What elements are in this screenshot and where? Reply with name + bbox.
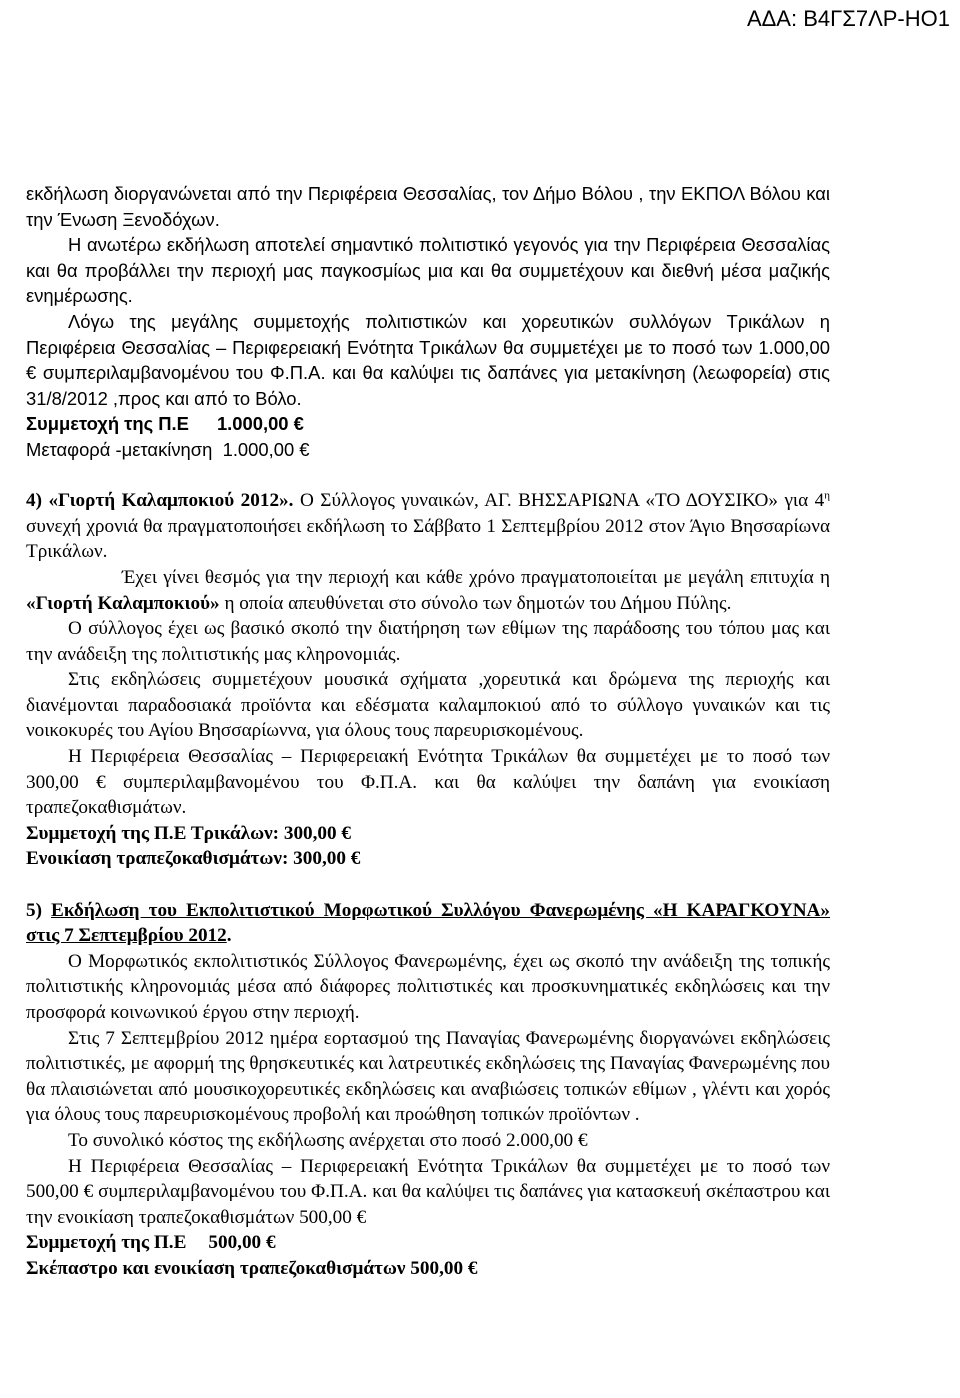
paragraph-total-cost: Το συνολικό κόστος της εκδήλωσης ανέρχεται στο ποσό 2.000,00 € [68, 1129, 588, 1151]
paragraph-region-funding: Η Περιφέρεια Θεσσαλίας – Περιφερειακή Ενότητα Τρικάλων θα συμμετέχει με το ποσό των 300,00 € συμπεριλαμβανομένου του Φ.Π.Α. και θα καλύψει την δαπάνη για ενοικίαση τραπεζοκαθισμάτων. [26, 746, 830, 819]
transport-value: 1.000,00 € [222, 438, 310, 460]
transport-label: Μεταφορά -μετακίνηση [26, 438, 213, 460]
paragraph-event-program: Στις εκδηλώσεις συμμετέχουν μουσικά σχήματα ,χορευτικά και δρώμενα της περιοχής και διανέμονται παραδοσιακά προϊόντα και εδέσματα καλαμποκιού από το σύλλογο γυναικών και τις νοικοκυρές του Αγίου Βησσαρίωννα, για όλους τους παρευρισκομένους. [26, 669, 830, 742]
section-4-rental-total: Ενοικίαση τραπεζοκαθισμάτων: 300,00 € [26, 848, 361, 870]
transport-line [26, 437, 830, 463]
festival-name: «Γιορτή Καλαμποκιού» [26, 592, 220, 614]
amount-value: 1.000,00 € [216, 413, 304, 435]
section-5-title: Εκδήλωση του Εκπολιτιστικού Μορφωτικού Συλλόγου Φανερωμένης «Η ΚΑΡΑΓΚΟΥΝΑ» στις 7 Σεπτεμβρίου 2012 [26, 899, 830, 947]
section-3-continuation [26, 181, 830, 463]
section-4-intro-a: Ο Σύλλογος γυναικών, ΑΓ. ΒΗΣΣΑΡΙΩΝΑ «ΤΟ ΔΟΥΣΙΚΟ» για 4 [299, 490, 825, 512]
paragraph-region-funding-5: Η Περιφέρεια Θεσσαλίας – Περιφερειακή Ενότητα Τρικάλων θα συμμετέχει με το ποσό των 500,00 € συμπεριλαμβανομένου του Φ.Π.Α. και θα καλύψει τις δαπάνες για κατασκευή σκέπαστρου και την ενοικίαση τραπεζοκαθισμάτων 500,00 € [26, 1155, 830, 1228]
amount-line [26, 411, 830, 437]
festival-text-a: Έχει γίνει θεσμός για την περιοχή και κάθε χρόνο πραγματοποιείται με μεγάλη επιτυχία η [122, 566, 830, 588]
paragraph-feast-events: Στις 7 Σεπτεμβρίου 2012 ημέρα εορτασμού της Παναγίας Φανερωμένης διοργανώνει εκδηλώσεις πολιτιστικές, με αφορμή της θρησκευτικές και λατρευτικές εκδηλώσεις της Παναγίας Φανερωμένης που θα πλαισιώνεται από μουσικοχορευτικές εκδηλώσεις και αναβιώσεις τοπικών εθίμων , γλέντι και χορός για όλους τους παρευρισκομένους προβολή και προώθηση τοπικών προϊόντων . [26, 1027, 830, 1126]
section-4-intro [26, 488, 830, 565]
ordinal-superscript: η [824, 489, 830, 502]
ada-code: ΑΔΑ: Β4ΓΣ7ΛΡ-ΗΟ1 [746, 6, 950, 31]
section-5-participation-label: Συμμετοχή της Π.Ε [26, 1232, 187, 1254]
paragraph-association-goal: Ο σύλλογος έχει ως βασικό σκοπό την διατήρηση των εθίμων της παράδοσης του τόπου μας και την ανάδειξη της πολιτιστικής μας κληρονομιάς. [26, 618, 830, 665]
section-5-shelter-total: Σκέπαστρο και ενοικίαση τραπεζοκαθισμάτων 500,00 € [26, 1257, 478, 1279]
paragraph-association-purpose: Ο Μορφωτικός εκπολιτιστικός Σύλλογος Φανερωμένης, έχει ως σκοπό την ανάδειξη της τοπικής πολιτιστικής κληρονομιάς μέσα από διάφορες πολιτιστικές και προσκυνηματικές εκδηλώσεις και την προσφορά κοινωνικού έργου στην περιοχή. [26, 950, 830, 1023]
paragraph-event-organizers: εκδήλωση διοργανώνεται από την Περιφέρεια Θεσσαλίας, τον Δήμο Βόλου , την ΕΚΠΟΛ Βόλου και την Ένωση Ξενοδόχων. [26, 183, 830, 230]
section-4-title: 4) «Γιορτή Καλαμποκιού 2012». [26, 490, 294, 512]
festival-text-b: η οποία απευθύνεται στο σύνολο των δημοτών του Δήμου Πύλης. [224, 592, 732, 614]
paragraph-event-importance: Η ανωτέρω εκδήλωση αποτελεί σημαντικό πολιτιστικό γεγονός για την Περιφέρεια Θεσσαλίας και θα προβάλλει την περιοχή μας παγκοσμίως μια και θα συμμετέχουν και διεθνή μέσα μαζικής ενημέρωσης. [26, 234, 830, 307]
section-5-number: 5) [26, 899, 42, 921]
amount-label: Συμμετοχή της Π.Ε [26, 413, 189, 435]
section-5-participation-value: 500,00 € [208, 1232, 276, 1254]
section-4-participation-total: Συμμετοχή της Π.Ε Τρικάλων: 300,00 € [26, 822, 352, 844]
section-5-heading: 5) Εκδήλωση του Εκπολιτιστικού Μορφωτικού Συλλόγου Φανερωμένης «Η ΚΑΡΑΓΚΟΥΝΑ» στις 7 Σεπτεμβρίου 2012. [26, 899, 830, 947]
section-4-intro-b: συνεχή χρονιά θα πραγματοποιήσει εκδήλωση το Σάββατο 1 Σεπτεμβρίου 2012 στον Άγιο Βησσαρίωνα Τρικάλων. [26, 515, 830, 563]
section-5 [26, 898, 830, 1282]
section-5-participation-line [26, 1230, 830, 1256]
paragraph-participation: Λόγω της μεγάλης συμμετοχής πολιτιστικών και χορευτικών συλλόγων Τρικάλων η Περιφέρεια Θεσσαλίας – Περιφερειακή Ενότητα Τρικάλων θα συμμετέχει με το ποσό των 1.000,00 € συμπεριλαμβανομένου του Φ.Π.Α. και θα καλύψει τις δαπάνες για μετακίνηση (λεωφορεία) στις 31/8/2012 ,προς και από το Βόλο. [26, 310, 830, 409]
paragraph-festival-tradition [26, 565, 830, 616]
section-4 [26, 488, 830, 872]
document-body [26, 181, 830, 1282]
